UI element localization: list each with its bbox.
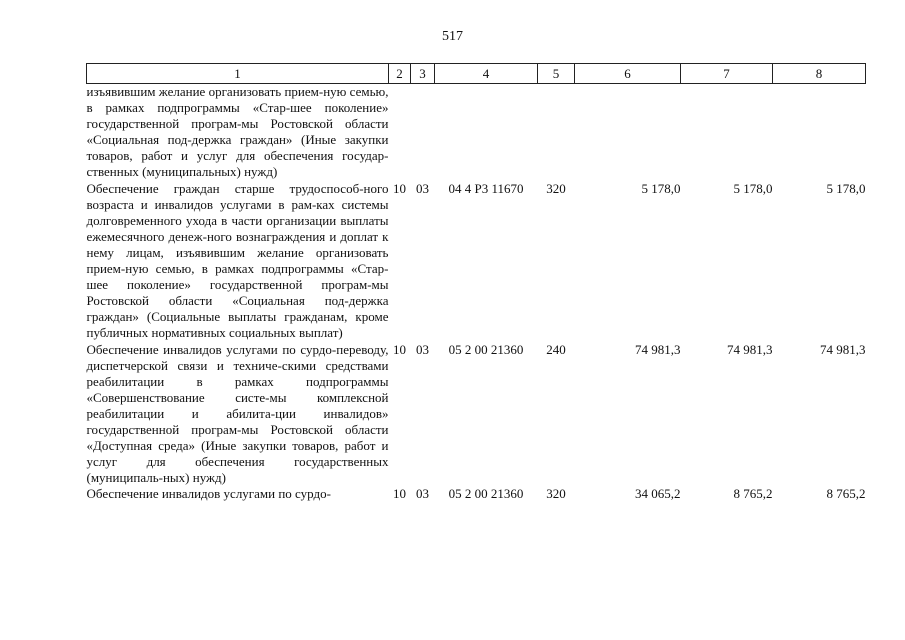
cell-amount-3 — [773, 84, 866, 181]
table-header — [87, 64, 866, 84]
col-header-6: 6 — [575, 64, 681, 84]
cell-section: 10 — [393, 486, 406, 502]
cell-amount-3: 74 981,3 — [820, 341, 866, 357]
cell-subsection: 03 — [416, 486, 429, 502]
col-header-2: 2 — [389, 64, 411, 84]
cell-subsection: 03 — [416, 180, 429, 196]
col-header-3: 3 — [411, 64, 435, 84]
cell-subsection — [411, 84, 435, 181]
table-row — [87, 84, 866, 181]
cell-amount-1: 74 981,3 — [635, 341, 681, 357]
cell-amount-1: 5 178,0 — [641, 180, 681, 196]
cell-section — [389, 84, 411, 181]
page-number: 517 — [442, 29, 463, 44]
cell-amount-2: 8 765,2 — [733, 486, 773, 502]
table-row — [87, 486, 866, 502]
cell-amount-2 — [681, 84, 773, 181]
cell-expense-type: 240 — [546, 341, 566, 357]
row-description: изъявившим желание организовать прием-ную семью, в рамках подпрограммы «Стар-шее поколение» государственной програм-мы Ростовской области «Социальная под-держка граждан» (Иные закупки товаров, работ и услуг для обеспечения государ-ственных (муниципальных) нужд) — [86, 84, 389, 180]
col-header-4: 4 — [435, 64, 538, 84]
cell-target-article: 05 2 00 21360 — [448, 486, 524, 502]
cell-amount-3: 8 765,2 — [826, 486, 866, 502]
budget-table — [86, 63, 866, 502]
col-header-7: 7 — [681, 64, 773, 84]
cell-expense-type: 320 — [546, 180, 566, 196]
col-header-5: 5 — [538, 64, 575, 84]
col-header-8: 8 — [773, 64, 866, 84]
cell-expense-type: 320 — [546, 486, 566, 502]
cell-target-article: 04 4 Р3 11670 — [448, 180, 524, 196]
cell-section: 10 — [393, 341, 406, 357]
row-description: Обеспечение граждан старше трудоспособ-ного возраста и инвалидов услугами в рам-ках системы долговременного ухода в части организации выплаты ежемесячного денеж-ного вознаграждения и доплат к нему лицам, изъявившим желание организовать прием-ную семью, в рамках подпрограммы «Стар-шее поколение» государственной програм-мы Ростовской области «Социальная под-держка граждан» (Социальные выплаты гражданам, кроме публичных нормативных социальных выплат) — [86, 180, 389, 341]
cell-amount-2: 74 981,3 — [727, 341, 773, 357]
cell-subsection: 03 — [416, 341, 429, 357]
row-description: Обеспечение инвалидов услугами по сурдо- — [86, 486, 331, 502]
cell-amount-2: 5 178,0 — [733, 180, 773, 196]
col-header-1: 1 — [87, 64, 389, 84]
cell-section: 10 — [393, 180, 406, 196]
cell-amount-1 — [575, 84, 681, 181]
cell-target-article: 05 2 00 21360 — [448, 341, 524, 357]
cell-amount-3: 5 178,0 — [826, 180, 866, 196]
cell-expense-type — [538, 84, 575, 181]
table-row — [87, 342, 866, 487]
row-description: Обеспечение инвалидов услугами по сурдо-переводу, диспетчерской связи и техниче-скими средствами реабилитации в рамках подпрограммы «Совершенствование систе-мы комплексной реабилитации и абилита-ции инвалидов» государственной програм-мы Ростовской области «Доступная среда» (Иные закупки товаров, работ и услуг для обеспечения государственных (муниципаль-ных) нужд) — [86, 341, 389, 486]
table-row — [87, 181, 866, 342]
cell-amount-1: 34 065,2 — [635, 486, 681, 502]
cell-target-article — [435, 84, 538, 181]
